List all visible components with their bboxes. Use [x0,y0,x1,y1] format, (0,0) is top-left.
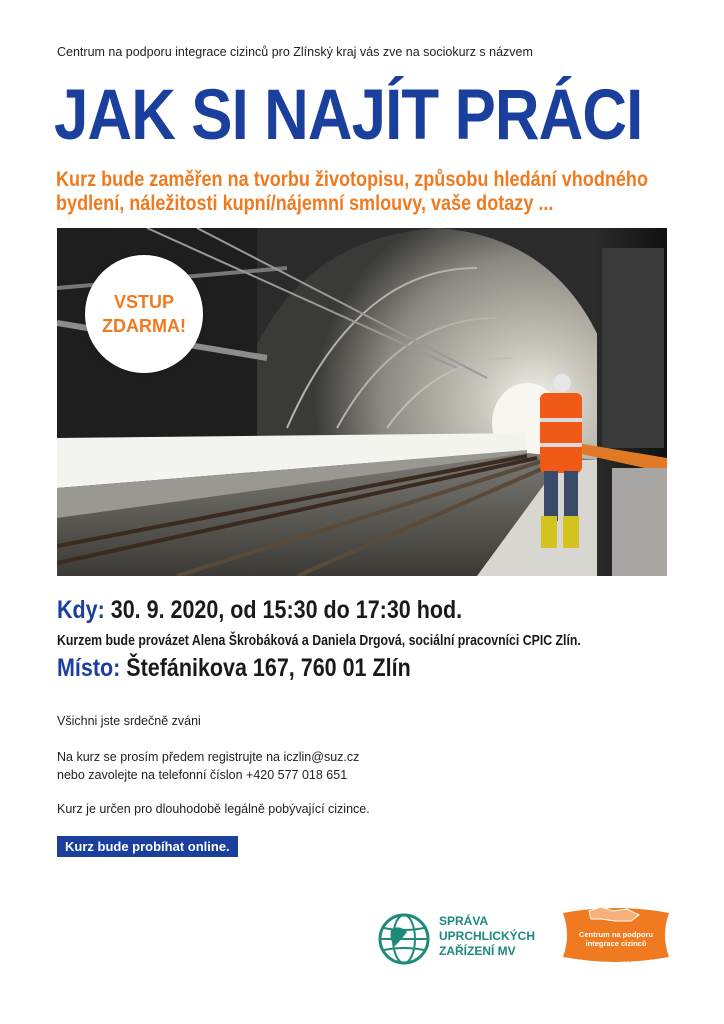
subtitle-line-2: bydlení, náležitosti kupní/nájemní smlouvy, vaše dotazy ... [56,192,554,215]
online-notice-badge: Kurz bude probíhat online. [57,836,238,857]
register-line-1: Na kurz se prosím předem registrujte na iczlin@suz.cz [57,750,360,764]
badge-line-2: ZDARMA! [102,316,186,336]
subtitle-line-1: Kurz bude zaměřen na tvorbu životopisu, způsobu hledání vhodného [56,168,649,191]
place-line [57,654,411,683]
leaders-line: Kurzem bude provázet Alena Škrobáková a Daniela Drgová, sociální pracovníci CPIC Zlín. [57,632,581,649]
place-label: Místo: [57,654,121,682]
cpic-line-2: integrace cizinců [585,939,647,948]
when-line [57,596,462,625]
when-label: Kdy: [57,596,105,624]
suz-logo-text [439,914,535,959]
suz-line-1: SPRÁVA [439,914,489,928]
subtitle [56,168,648,216]
place-value: Štefánikova 167, 760 01 Zlín [120,654,411,682]
cpic-region: Zlínský kraj [600,957,632,963]
audience-text: Kurz je určen pro dlouhodobě legálně pobývající cizince. [57,802,370,816]
cpic-logo-text [561,930,671,948]
cpic-line-1: Centrum na podporu [578,930,654,939]
when-value: 30. 9. 2020, od 15:30 do 17:30 hod. [104,596,463,624]
page-title: JAK SI NAJÍT PRÁCI [54,76,643,155]
free-entry-badge [85,255,203,373]
badge-line-1: VSTUP [113,292,174,312]
globe-icon [377,912,431,966]
suz-line-3: ZAŘÍZENÍ MV [439,944,516,958]
intro-text: Centrum na podporu integrace cizinců pro Zlínský kraj vás zve na sociokurz s názvem [57,45,533,59]
welcome-text: Všichni jste srdečně zváni [57,714,201,728]
suz-line-2: UPRCHLICKÝCH [439,929,535,943]
register-text [57,748,359,784]
register-line-2: nebo zavolejte na telefonní číslon +420 577 018 651 [57,768,348,782]
